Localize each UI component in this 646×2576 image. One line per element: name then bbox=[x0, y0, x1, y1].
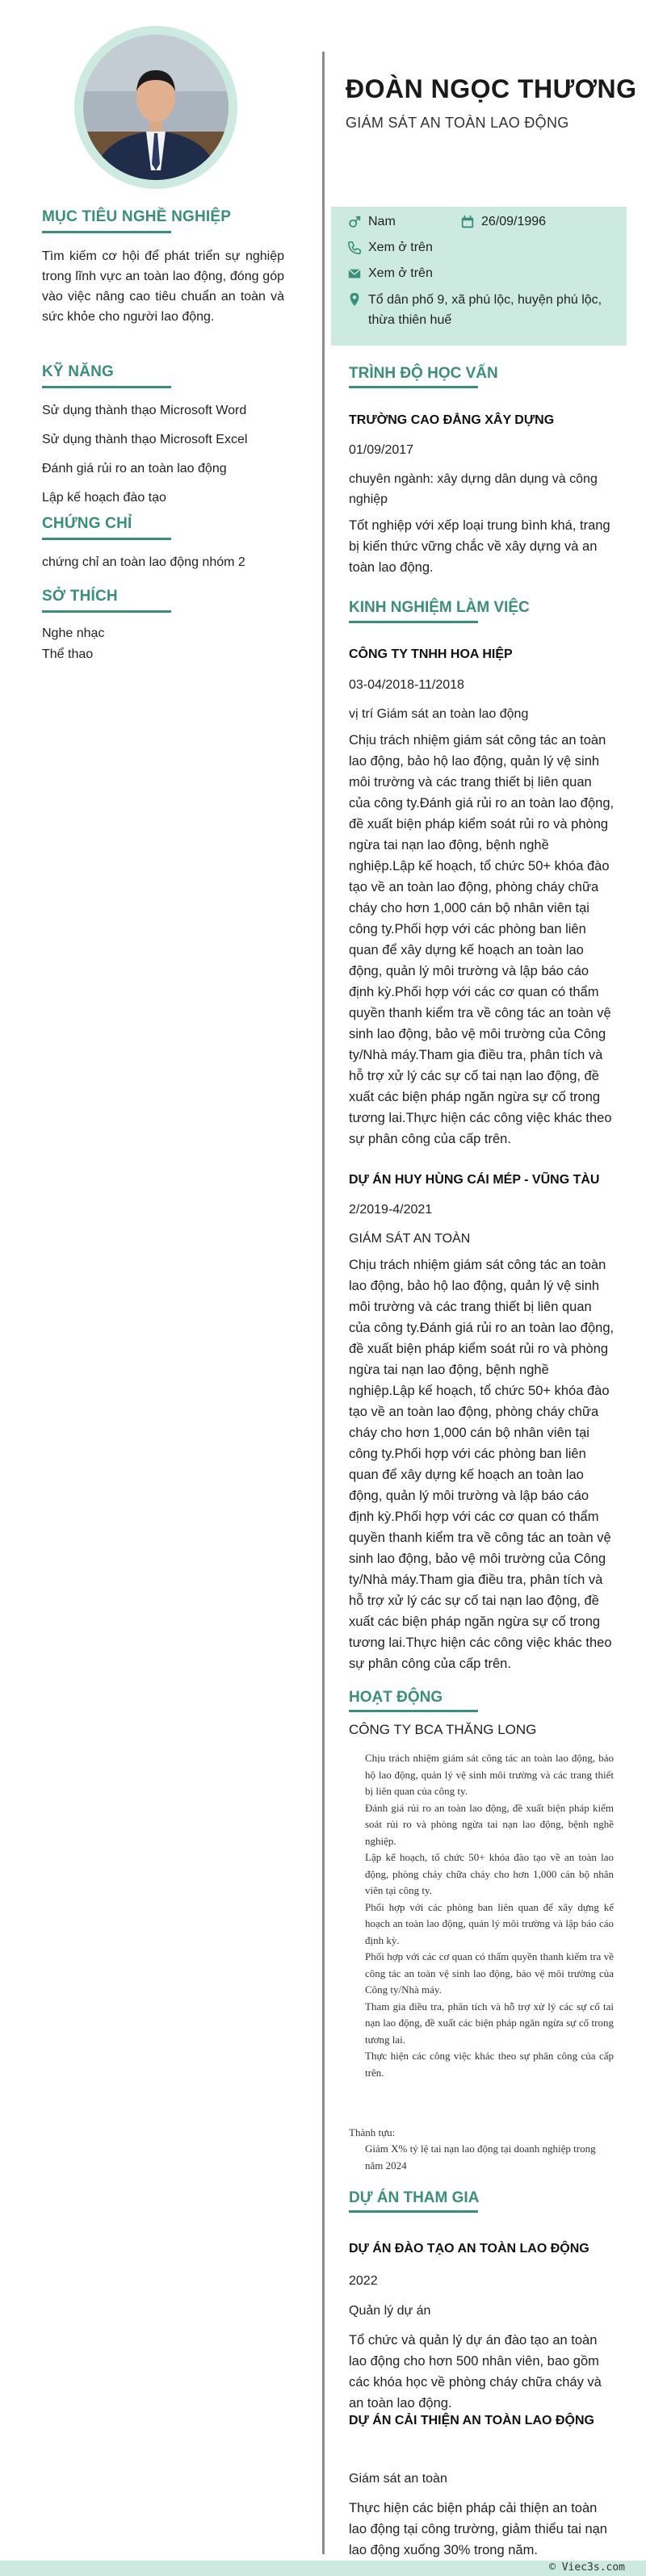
skills-section bbox=[42, 363, 284, 506]
skill-item: Sử dụng thành thạo Microsoft Excel bbox=[42, 433, 248, 446]
objective-section bbox=[42, 208, 284, 327]
avatar-ring bbox=[74, 26, 237, 189]
project-description: Tổ chức và quản lý dự án đào tạo an toàn lao động cho hơn 500 nhân viên, bao gồm các khóa học về phòng cháy chữa cháy và an toàn lao động. bbox=[349, 2333, 602, 2411]
certificates-section bbox=[42, 515, 284, 571]
email-icon bbox=[347, 266, 362, 281]
gender-value: Nam bbox=[368, 215, 396, 228]
job-date: 03-04/2018-11/2018 bbox=[349, 678, 464, 692]
projects-underline bbox=[349, 2210, 478, 2213]
project-role: Quản lý dự án bbox=[349, 2304, 431, 2318]
candidate-name: ĐOÀN NGỌC THƯƠNG bbox=[346, 74, 637, 103]
hobbies-underline bbox=[42, 610, 171, 613]
education-major: chuyên ngành: xây dựng dân dụng và công nghiệp bbox=[349, 472, 598, 506]
address-value: Tổ dân phố 9, xã phú lộc, huyện phú lộc, thừa thiên huế bbox=[368, 293, 602, 327]
hobbies-title: SỞ THÍCH bbox=[42, 588, 118, 605]
footer-copyright[interactable]: © Viec3s.com bbox=[549, 2561, 625, 2574]
contact-info-panel bbox=[331, 207, 627, 346]
objective-underline bbox=[42, 231, 171, 233]
activity-item: Đánh giá rủi ro an toàn lao động, đề xuất biện pháp kiểm soát rủi ro và phòng ngừa tai nạn lao động, bệnh nghề nghiệp. bbox=[365, 1801, 614, 1847]
skills-title: KỸ NĂNG bbox=[42, 363, 115, 380]
activities-underline bbox=[349, 1710, 478, 1712]
activities-title: HOẠT ĐỘNG bbox=[349, 1689, 443, 1706]
activity-item: Lập kế hoạch, tổ chức 50+ khóa đào tạo về an toàn lao động, phòng cháy chữa cháy cho hơn 1,000 cán bộ nhân viên tại công ty. bbox=[365, 1851, 614, 1896]
education-title: TRÌNH ĐỘ HỌC VẤN bbox=[349, 365, 498, 382]
certificate-item: chứng chỉ an toàn lao động nhóm 2 bbox=[42, 555, 245, 569]
education-date: 01/09/2017 bbox=[349, 443, 414, 457]
education-school: TRƯỜNG CAO ĐẲNG XÂY DỰNG bbox=[349, 413, 555, 427]
gender-icon bbox=[347, 215, 362, 229]
calendar-icon bbox=[460, 215, 475, 229]
project-name: DỰ ÁN CẢI THIỆN AN TOÀN LAO ĐỘNG bbox=[349, 2414, 594, 2427]
job-description: Chịu trách nhiệm giám sát công tác an toàn lao động, bảo hộ lao động, quản lý vệ sinh môi trường và các trang thiết bị liên quan của công ty.Đánh giá rủi ro an toàn lao động, đề xuất biện pháp kiểm soát rủi ro và phòng ngừa tai nạn lao động, bệnh nghề nghiệp.Lập kế hoạch, tổ chức 50+ khóa đào tạo về an toàn lao động, phòng cháy chữa cháy cho hơn 1,000 cán bộ nhân viên tại công ty.Phối hợp với các phòng ban liên quan để xây dựng kế hoạch an toàn lao động, quản lý môi trường và lập báo cáo định kỳ.Phối hợp với các cơ quan có thẩm quyền thanh kiểm tra về công tác an toàn vệ sinh lao động, bảo vệ môi trường của Công ty/Nhà máy.Tham gia điều tra, phân tích và hỗ trợ xử lý các sự cố tai nạn lao động, đề xuất các biện pháp ngăn ngừa sự cố trong tương lai.Thực hiện các công việc khác theo sự phân công của cấp trên. bbox=[349, 733, 615, 1146]
activities-list bbox=[365, 1750, 614, 2081]
project-date: 2022 bbox=[349, 2274, 378, 2288]
job-role: vị trí Giám sát an toàn lao động bbox=[349, 707, 529, 721]
activity-item: Chịu trách nhiệm giám sát công tác an toàn lao động, bảo hộ lao động, quản lý vệ sinh môi trường và các trang thiết bị liên quan của công ty. bbox=[365, 1752, 614, 1797]
skill-item: Đánh giá rủi ro an toàn lao động bbox=[42, 462, 227, 475]
skill-item: Lập kế hoạch đào tạo bbox=[42, 491, 166, 505]
objective-title: MỤC TIÊU NGHỀ NGHIỆP bbox=[42, 208, 232, 225]
skill-item: Sử dụng thành thạo Microsoft Word bbox=[42, 404, 247, 417]
hobby-item: Nghe nhạc bbox=[42, 626, 105, 640]
project-name: DỰ ÁN ĐÀO TẠO AN TOÀN LAO ĐỘNG bbox=[349, 2242, 589, 2256]
certificates-title: CHỨNG CHỈ bbox=[42, 515, 132, 532]
projects-title: DỰ ÁN THAM GIA bbox=[349, 2189, 480, 2206]
avatar-photo bbox=[83, 35, 229, 180]
hobby-item: Thể thao bbox=[42, 647, 94, 661]
email-value: Xem ở trên bbox=[368, 266, 433, 280]
dob-value: 26/09/1996 bbox=[481, 215, 547, 228]
activities-organization: CÔNG TY BCA THĂNG LONG bbox=[349, 1722, 537, 1737]
location-icon bbox=[347, 292, 362, 307]
activity-item: Thực hiện các công việc khác theo sự phân công của cấp trên. bbox=[365, 2050, 614, 2079]
phone-icon bbox=[347, 241, 362, 255]
job-company: CÔNG TY TNHH HOA HIỆP bbox=[349, 647, 513, 661]
activity-item: Phối hợp với các phòng ban liên quan để xây dựng kế hoạch an toàn lao động, quản lý môi trường và lập báo cáo định kỳ. bbox=[365, 1900, 614, 1946]
achievement-item: Giảm X% tỷ lệ tai nạn lao động tại doanh nghiệp trong năm 2024 bbox=[365, 2142, 596, 2172]
hobbies-section bbox=[42, 588, 284, 663]
achievements-label: Thành tựu: bbox=[349, 2126, 396, 2138]
phone-value: Xem ở trên bbox=[368, 241, 433, 254]
education-underline bbox=[349, 386, 478, 388]
objective-text: Tìm kiếm cơ hội để phát triển sự nghiệp trong lĩnh vực an toàn lao động, đóng góp vào việc nâng cao tiêu chuẩn an toàn và sức khỏe cho người lao động. bbox=[42, 249, 284, 324]
job-role: GIÁM SÁT AN TOÀN bbox=[349, 1232, 471, 1246]
experience-title: KINH NGHIỆM LÀM VIỆC bbox=[349, 599, 530, 616]
job-company: DỰ ÁN HUY HÙNG CÁI MÉP - VŨNG TÀU bbox=[349, 1173, 600, 1187]
activity-item: Phối hợp với các cơ quan có thẩm quyền thanh kiểm tra về công tác an toàn vệ sinh lao động, bảo vệ môi trường của Công ty/Nhà máy. bbox=[365, 1950, 614, 1996]
experience-underline bbox=[349, 621, 478, 623]
candidate-position: GIÁM SÁT AN TOÀN LAO ĐỘNG bbox=[346, 115, 569, 131]
avatar bbox=[83, 35, 229, 180]
project-role: Giám sát an toàn bbox=[349, 2472, 447, 2486]
education-description: Tốt nghiệp với xếp loại trung bình khá, trang bị kiến thức vững chắc về xây dựng và an toàn lao động. bbox=[349, 518, 610, 575]
skills-underline bbox=[42, 386, 171, 388]
certificates-underline bbox=[42, 538, 171, 540]
job-date: 2/2019-4/2021 bbox=[349, 1203, 433, 1217]
footer-bar bbox=[0, 2561, 646, 2576]
activity-item: Tham gia điều tra, phân tích và hỗ trợ xử lý các sự cố tai nạn lao động, đề xuất các biện pháp ngăn ngừa sự cố trong tương lai. bbox=[365, 2000, 614, 2046]
job-description: Chịu trách nhiệm giám sát công tác an toàn lao động, bảo hộ lao động, quản lý vệ sinh môi trường và các trang thiết bị liên quan của công ty.Đánh giá rủi ro an toàn lao động, đề xuất biện pháp kiểm soát rủi ro và phòng ngừa tai nạn lao động, bệnh nghề nghiệp.Lập kế hoạch, tổ chức 50+ khóa đào tạo về an toàn lao động, phòng cháy chữa cháy cho hơn 1,000 cán bộ nhân viên tại công ty.Phối hợp với các phòng ban liên quan để xây dựng kế hoạch an toàn lao động, quản lý môi trường và lập báo cáo định kỳ.Phối hợp với các cơ quan có thẩm quyền thanh kiểm tra về công tác an toàn vệ sinh lao động, bảo vệ môi trường của Công ty/Nhà máy.Tham gia điều tra, phân tích và hỗ trợ xử lý các sự cố tai nạn lao động, đề xuất các biện pháp ngăn ngừa sự cố trong tương lai.Thực hiện các công việc khác theo sự phân công của cấp trên. bbox=[349, 1258, 615, 1671]
project-description: Thực hiện các biện pháp cải thiện an toàn lao động tại công trường, giảm thiểu tai nạn lao động xuống 30% trong năm. bbox=[349, 2501, 607, 2557]
column-divider bbox=[322, 52, 325, 2554]
